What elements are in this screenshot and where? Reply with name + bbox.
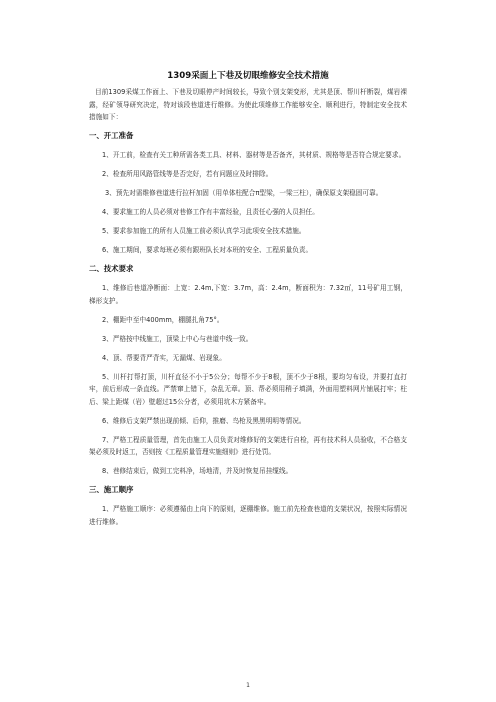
technical-item-8: 8、巷修结束后，做到工完料净，场地清，并及时恢复吊挂缆线。 xyxy=(102,467,293,476)
technical-item-3: 3、严格按中线施工，顶梁上中心与巷道中线一致。 xyxy=(102,334,253,343)
preparation-item-1: 1、开工前，检查有关工种所需各类工具、材料、器材等是否备齐，其材质、规格等是否符合规定要求。 xyxy=(102,151,406,160)
technical-item-5: 5、川杆打帮打顶，川杆直径不小于5公分；每帮不少于8根，顶不少于8根，要均匀布设，并要打直打牢，前后形成一条直线。严禁窜上错下，杂乱无章。顶、帮必须用稍子填满，外面用塑料网片铺展打牢；柱后、梁上距煤（岩）壁超过15公分者，必须用坑木方紧备牢。 xyxy=(89,372,407,406)
sequence-item-1: 1、严格施工顺序：必须遵循由上向下的原则，逐棚维修。施工前先检查巷道的支架状况，按照实际情况进行维修。 xyxy=(89,505,407,526)
technical-item-7: 7、严格工程质量管理，首先由施工人员负责对维修好的支架进行自检，再有技术科人员验收，不合格支架必须及时返工，否则按《工程质量管理实施细则》进行处罚。 xyxy=(89,435,407,457)
technical-item-6: 6、维修后支架严禁出现前倾、后仰，推磨、鸟枪及黑黑明明等情况。 xyxy=(102,416,306,425)
section-heading-sequence: 三、施工顺序 xyxy=(89,485,134,495)
technical-item-1: 1、维修后巷道净断面：上宽：2.4m,下宽：3.7m，高：2.4m，断面积为：7.32㎡，11号矿用工钢，梯形支护。 xyxy=(89,284,407,305)
section-heading-preparation: 一、开工准备 xyxy=(89,131,134,141)
page-number: 1 xyxy=(246,682,250,689)
technical-item-4: 4、顶、帮要背严背实，无漏煤、岩现象。 xyxy=(102,353,226,362)
section-heading-technical: 二、技术要求 xyxy=(89,264,134,274)
preparation-item-4: 4、要求施工的人员必须对巷修工作有丰富经验，且责任心强的人员担任。 xyxy=(102,208,319,217)
intro-paragraph: 目前1309采煤工作面上、下巷及切眼停产时间较长，导致个别支架变形，尤其是顶、帮川杆断裂，煤岩裸露，经矿领导研究决定，特对该段巷道进行维修。为使此项维修工作能够安全、顺利进行，特制定安全技术措施如下： xyxy=(89,88,407,122)
preparation-item-6: 6、施工期间，要求每班必须有跟班队长对本班的安全、工程质量负责。 xyxy=(102,246,313,255)
document-title: 1309采面上下巷及切眼维修安全技术措施 xyxy=(167,71,329,81)
technical-item-2: 2、棚距中至中400mm，棚腿扎角75°。 xyxy=(102,315,224,324)
preparation-item-5: 5、要求参加施工的所有人员施工前必须认真学习此项安全技术措施。 xyxy=(102,227,306,236)
document-body xyxy=(89,86,407,535)
preparation-item-2: 2、检查所用风路管线等是否完好，若有问题应及时排除。 xyxy=(102,170,273,179)
preparation-item-3: 3、预先对需维修巷道进行拉杆加固（用单体柱配合π型梁，一梁三柱），确保原支架稳固可靠。 xyxy=(105,189,383,198)
